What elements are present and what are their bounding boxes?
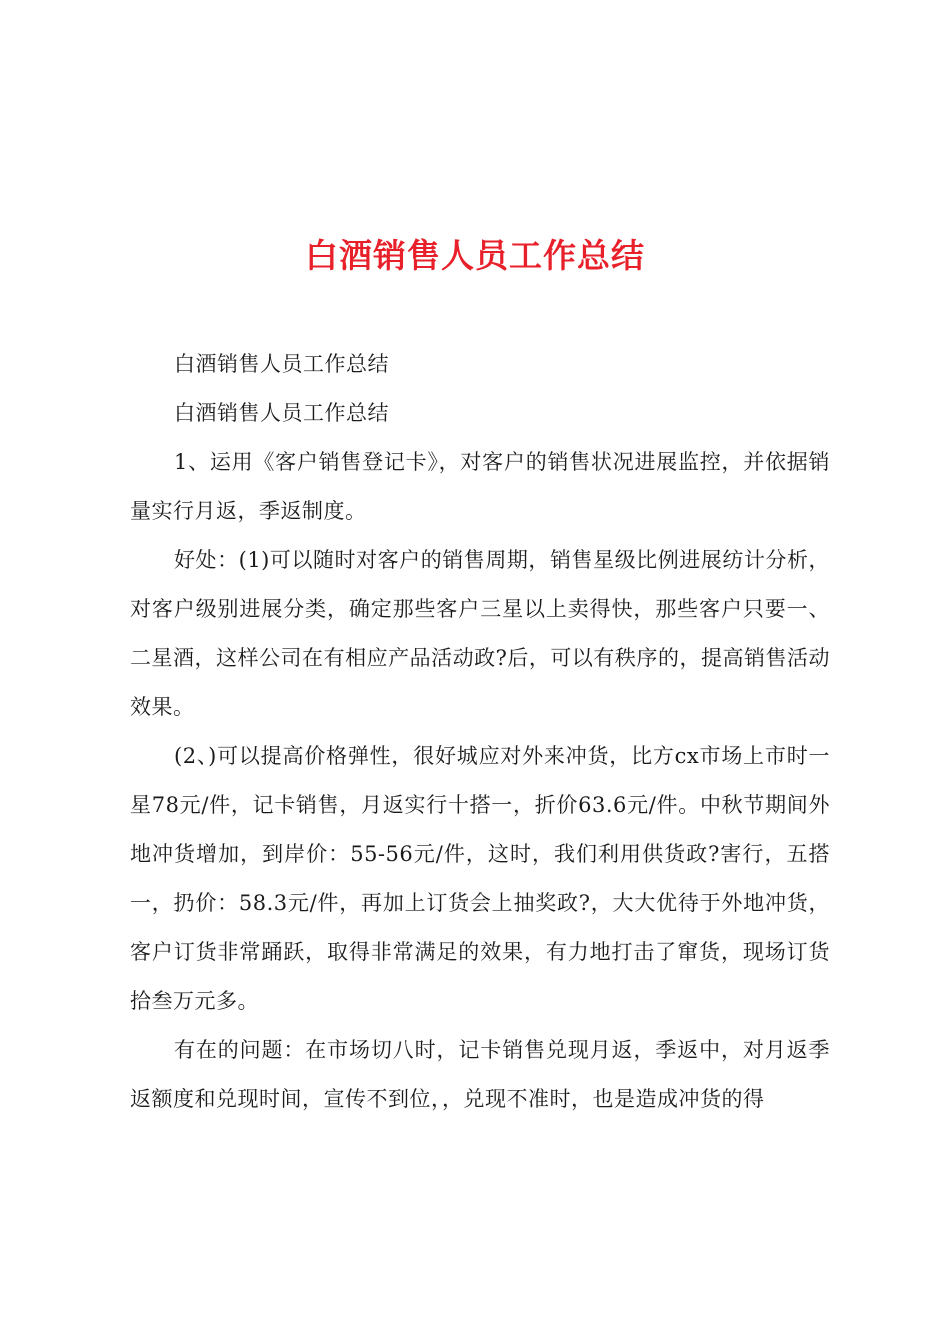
- paragraph-item-1: 1、运用《客户销售登记卡》，对客户的销售状况进展监控，并依据销量实行月返，季返制度。: [130, 450, 830, 523]
- paragraph-problems: 有在的问题：在市场切八时，记卡销售兑现月返，季返中，对月返季返额度和兑现时间，宣传不到位，，兑现不准时，也是造成冲货的得: [130, 1038, 830, 1111]
- paragraph-subtitle-1: 白酒销售人员工作总结: [174, 352, 389, 376]
- paragraph-price-elasticity: (2、)可以提高价格弹性，很好城应对外来冲货，比方cx市场上市时一星78元/件，记卡销售，月返实行十搭一，折价63.6元/件。中秋节期间外地冲货增加，到岸价：55-56元/件，这时，我们利用供货政?害行，五搭一，扔价：58.3元/件，再加上订货会上抽奖政?，大大优待于外地冲货，客户订货非常踊跃，取得非常满足的效果，有力地打击了窜货，现场订货拾叁万元多。: [130, 744, 830, 1013]
- paragraph-benefits: 好处：(1)可以随时对客户的销售周期，销售星级比例进展纺计分析，对客户级别进展分类，确定那些客户三星以上卖得快，那些客户只要一、二星酒，这样公司在有相应产品活动政?后，可以有秩序的，提高销售活动效果。: [130, 548, 830, 719]
- paragraph-subtitle-2: 白酒销售人员工作总结: [174, 401, 389, 425]
- document-title: 白酒销售人员工作总结: [305, 236, 645, 276]
- document-body: [130, 340, 830, 1124]
